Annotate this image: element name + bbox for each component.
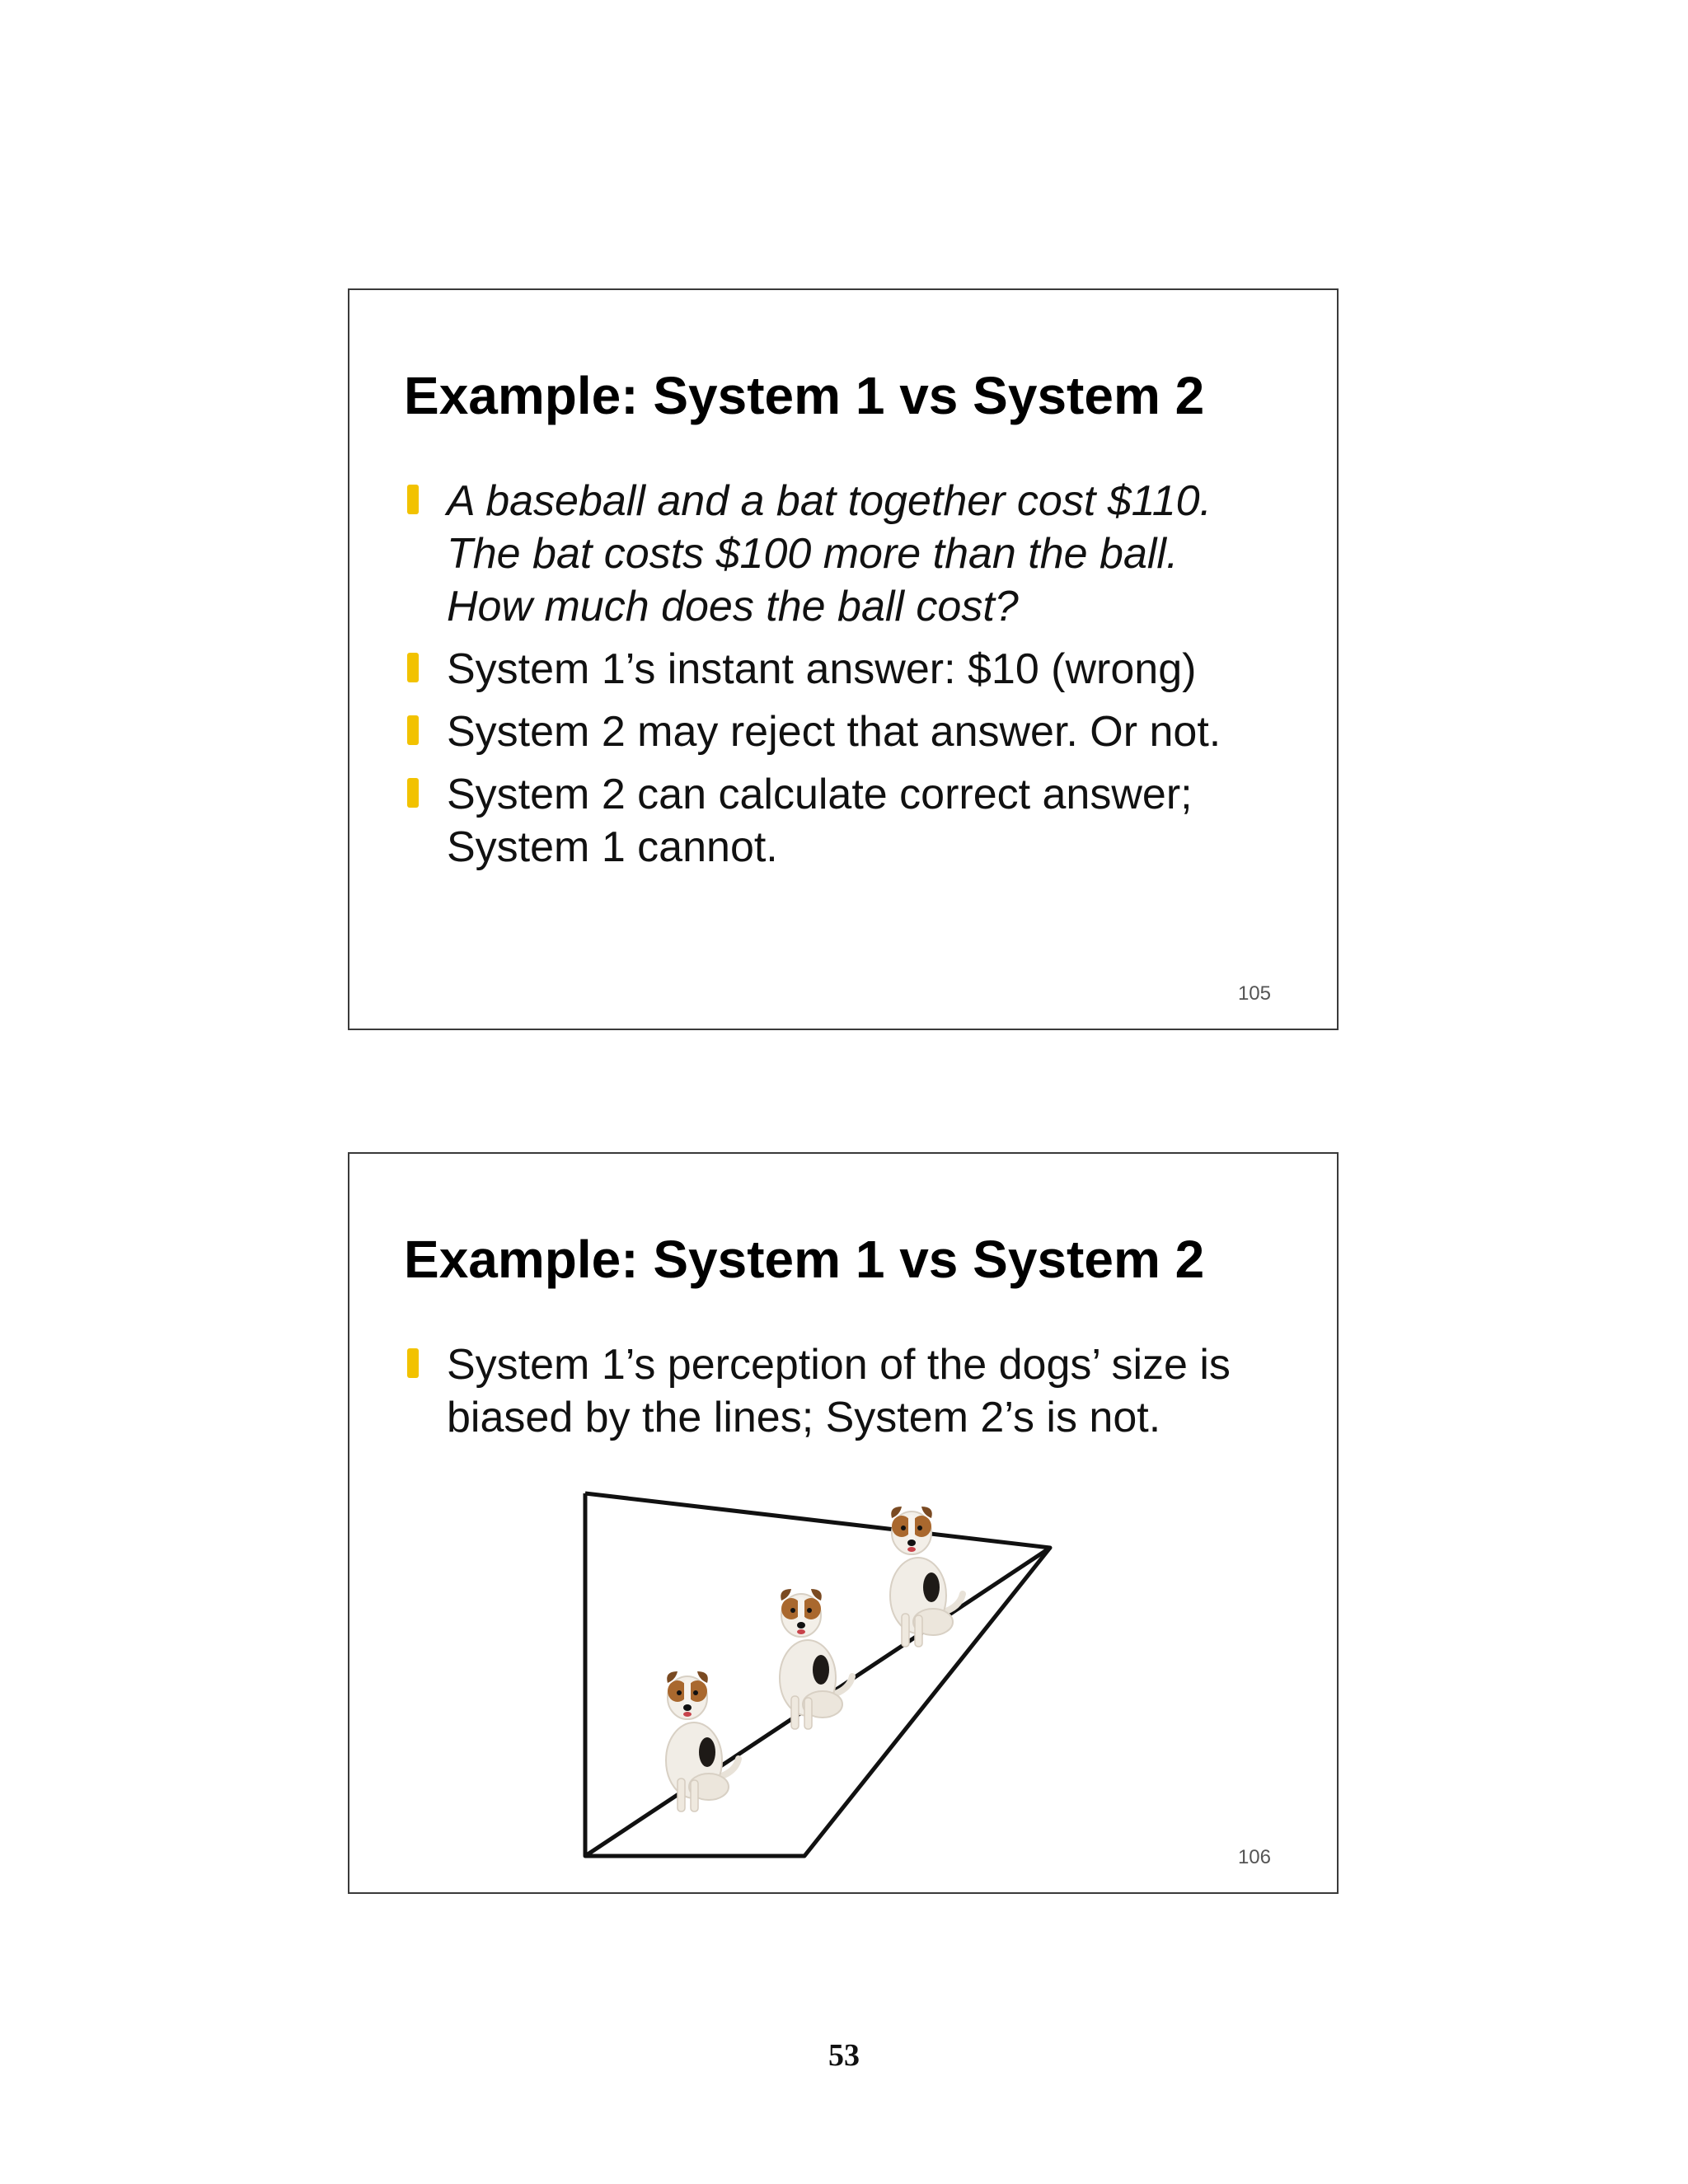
bullet-item [404,1338,1287,1444]
bullet-text: System 2 may reject that answer. Or not. [447,708,1221,756]
bullet-text: System 1’s perception of the dogs’ size is biased by the lines; System 2’s is not. [447,1341,1231,1441]
dog-icon [666,1671,738,1811]
bullet-list [404,1338,1287,1454]
slide-title: Example: System 1 vs System 2 [404,366,1205,425]
page-number: 53 [828,2038,860,2073]
dog-icon [780,1589,852,1729]
bullet-marker-icon [407,653,419,682]
slide-number: 106 [1237,1846,1271,1868]
bullet-item [404,475,1287,633]
bullet-item [404,643,1287,696]
slide-106 [348,1152,1339,1894]
bullet-item [404,768,1287,874]
bullet-text: System 1’s instant answer: $10 (wrong) [447,645,1197,693]
dog-icon [890,1507,963,1647]
dogs-perspective-illusion-icon [556,1483,1067,1863]
bullet-marker-icon [407,1348,419,1378]
bullet-text: A baseball and a bat together cost $110. The bat costs $100 more than the ball. How much does the ball cost? [447,477,1212,630]
slide-title: Example: System 1 vs System 2 [404,1230,1205,1289]
slide-105 [348,288,1339,1030]
bullet-marker-icon [407,778,419,808]
slide-number: 105 [1237,982,1271,1005]
bullet-list [404,475,1287,883]
bullet-text: System 2 can calculate correct answer; System 1 cannot. [447,771,1193,871]
bullet-item [404,705,1287,758]
bullet-marker-icon [407,715,419,745]
bullet-marker-icon [407,485,419,514]
